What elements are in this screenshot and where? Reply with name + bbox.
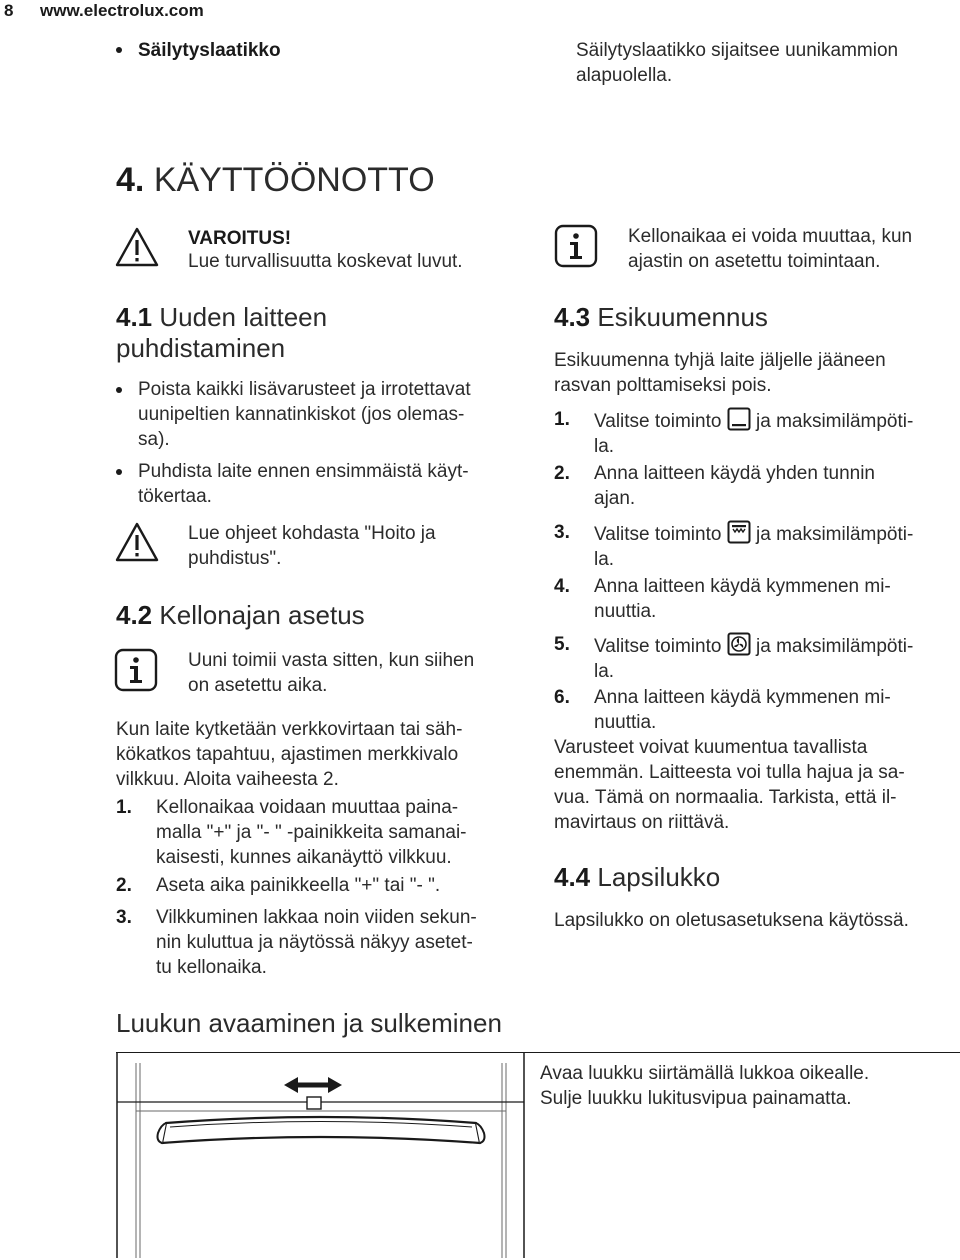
info-line: on asetettu aika. [188, 675, 328, 696]
step-line: Vilkkuminen lakkaa noin viiden sekun- [156, 907, 477, 928]
bullet [116, 387, 122, 393]
info-icon [114, 648, 158, 692]
info-line: Kellonaikaa ei voida muuttaa, kun [628, 226, 913, 247]
step-line: tu kellonaika. [156, 957, 267, 978]
list-line: Puhdista laite ennen ensimmäistä käyt- [138, 461, 469, 482]
step-item [116, 905, 536, 980]
step-line: Kellonaikaa voidaan muuttaa paina- [156, 797, 459, 818]
step-line: la. [594, 661, 615, 682]
step-line: la. [594, 436, 615, 457]
bullet-list [116, 377, 526, 509]
info-line: Uuni toimii vasta sitten, kun siihen [188, 650, 475, 671]
storage-label: Säilytyslaatikko [138, 40, 281, 61]
page-number: 8 [4, 1, 14, 20]
info-icon [554, 224, 598, 268]
step-text [594, 685, 891, 735]
intro-line: rasvan polttamiseksi pois. [554, 375, 772, 396]
step-line: ja maksimilämpöti- [756, 636, 914, 657]
right-info-text [628, 224, 912, 274]
list-item [116, 459, 526, 509]
step-item [554, 574, 954, 624]
storage-description: Säilytyslaatikko sijaitsee uunikammion alapuolella. [576, 40, 899, 86]
section-title-line: puhdistaminen [116, 333, 286, 363]
step-line: Anna laitteen käydä yhden tunnin [594, 463, 875, 484]
bullet [116, 469, 122, 475]
step-number: 2. [554, 463, 570, 484]
section-number: 4.1 [116, 302, 153, 332]
step-text [594, 520, 913, 572]
caution-line: Lue ohjeet kohdasta "Hoito ja [188, 523, 436, 544]
info-line: ajastin on asetettu toimintaan. [628, 251, 881, 272]
step-item [554, 407, 954, 457]
list-line: Poista kaikki lisävarusteet ja irrotettavat [138, 379, 471, 400]
section-4-heading [116, 160, 435, 200]
section-number: 4.4 [554, 862, 591, 892]
door-instructions [540, 1061, 869, 1111]
section-title: Lapsilukko [597, 862, 721, 892]
step-line: Valitse toiminto [594, 411, 722, 432]
bullet [116, 47, 122, 53]
door-heading: Luukun avaaminen ja sulkeminen [116, 1008, 502, 1038]
step-number: 5. [554, 634, 570, 655]
top-heat-icon [727, 520, 751, 544]
section-number: 4.3 [554, 302, 591, 332]
outro-line: enemmän. Laitteesta voi tulla hajua ja sa- [554, 762, 905, 783]
step-number: 1. [116, 797, 132, 818]
step-line: ja maksimilämpöti- [756, 524, 914, 545]
intro-line: Kun laite kytketään verkkovirtaan tai säh- [116, 719, 463, 740]
step-item [554, 461, 954, 511]
intro-line: vilkkuu. Aloita vaiheesta 2. [116, 769, 339, 790]
section-4-3-heading [554, 302, 768, 333]
step-line: kaisesti, kunnes aikanäyttö vilkkuu. [156, 847, 452, 868]
step-line: nin kuluttua ja näytössä näkyy asetet- [156, 932, 473, 953]
step-number: 2. [116, 875, 132, 896]
fan-icon [727, 632, 751, 656]
section-4-1-heading [116, 302, 327, 364]
list-line: tökertaa. [138, 486, 212, 507]
step-number: 3. [554, 522, 570, 543]
step-text [156, 795, 467, 870]
warning-title: VAROITUS! [188, 228, 292, 249]
outro-line: vua. Tämä on normaalia. Tarkista, että il- [554, 787, 897, 808]
info-text [188, 648, 474, 698]
section-number: 4. [116, 161, 145, 199]
site-url[interactable]: www.electrolux.com [40, 1, 204, 20]
section-title: Kellonajan asetus [159, 600, 365, 630]
step-number: 1. [554, 409, 570, 430]
section-title: Esikuumennus [597, 302, 768, 332]
step-line: la. [594, 549, 615, 570]
step-number: 4. [554, 576, 570, 597]
preheat-outro [554, 735, 905, 835]
door-line: Avaa luukku siirtämällä lukkoa oikealle. [540, 1063, 870, 1084]
step-text [594, 574, 891, 624]
caution-text [188, 521, 436, 571]
oven-door-illustration [116, 1053, 526, 1258]
list-item [116, 377, 526, 452]
section-title-line: Uuden laitteen [159, 302, 328, 332]
clock-intro [116, 717, 462, 792]
step-item [554, 520, 954, 570]
step-number: 6. [554, 687, 570, 708]
step-line: Anna laitteen käydä kymmenen mi- [594, 687, 891, 708]
step-text [594, 632, 913, 684]
section-4-4-heading [554, 862, 720, 893]
intro-line: Esikuumenna tyhjä laite jäljelle jääneen [554, 350, 886, 371]
warning-triangle-icon [114, 226, 160, 268]
outro-line: mavirtaus on riittävä. [554, 812, 730, 833]
step-line: nuuttia. [594, 601, 657, 622]
step-line: nuuttia. [594, 712, 657, 733]
child-lock-text: Lapsilukko on oletusasetuksena käytössä. [554, 910, 909, 931]
step-line: malla "+" ja "- " -painikkeita samanai- [156, 822, 467, 843]
step-text [594, 407, 913, 459]
door-line: Sulje luukku lukitusvipua painamatta. [540, 1088, 852, 1109]
section-title: KÄYTTÖÖNOTTO [153, 161, 435, 199]
section-number: 4.2 [116, 600, 153, 630]
step-line: ja maksimilämpöti- [756, 411, 914, 432]
step-number: 3. [116, 907, 132, 928]
step-text [156, 905, 477, 980]
step-item [116, 795, 536, 870]
outro-line: Varusteet voivat kuumentua tavallista [554, 737, 868, 758]
bottom-heat-icon [727, 407, 751, 431]
step-line: Aseta aika painikkeella "+" tai "- ". [156, 875, 441, 896]
section-4-2-heading [116, 600, 365, 631]
step-line: Anna laitteen käydä kymmenen mi- [594, 576, 891, 597]
list-line: uunipeltien kannatinkiskot (jos olemas- [138, 404, 465, 425]
step-item [116, 873, 536, 898]
step-text [594, 461, 875, 511]
step-item [554, 632, 954, 682]
preheat-intro [554, 348, 886, 398]
step-item [554, 685, 954, 735]
step-line: Valitse toiminto [594, 636, 722, 657]
list-line: sa). [138, 429, 170, 450]
warning-triangle-icon [114, 521, 160, 563]
caution-line: puhdistus". [188, 548, 282, 569]
warning-text: Lue turvallisuutta koskevat luvut. [188, 251, 463, 272]
step-line: ajan. [594, 488, 636, 509]
step-line: Valitse toiminto [594, 524, 722, 545]
intro-line: kökatkos tapahtuu, ajastimen merkkivalo [116, 744, 459, 765]
